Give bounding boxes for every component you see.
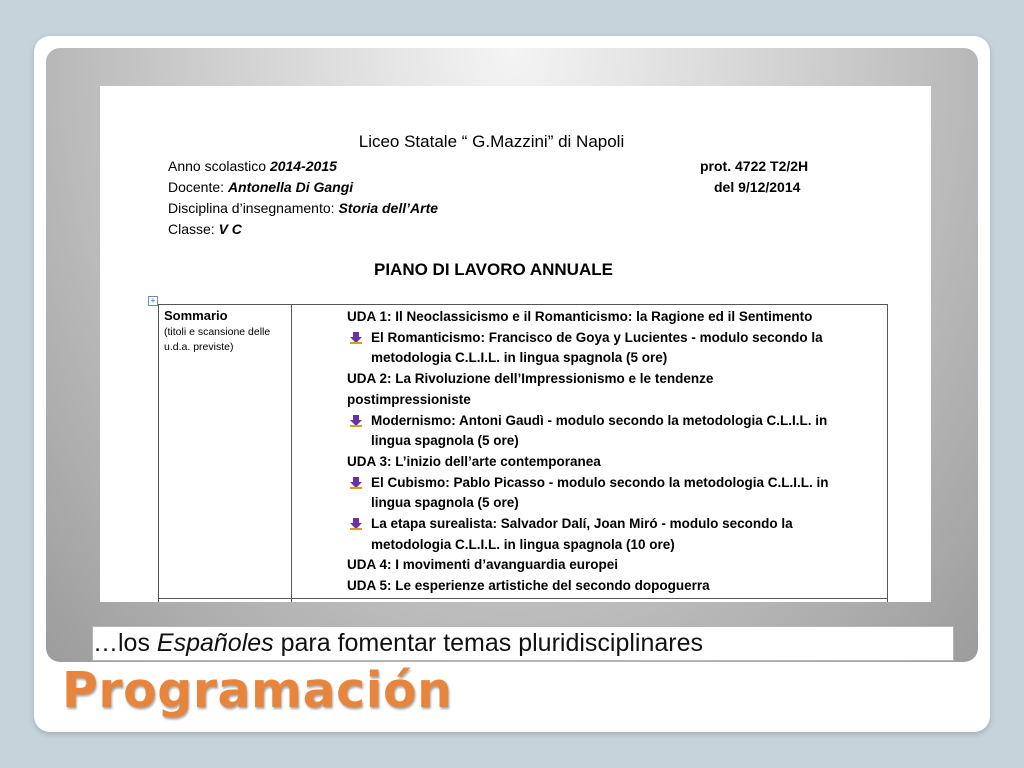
uda-3-bullet-1: El Cubismo: Pablo Picasso - modulo secondo la metodologia C.L.I.L. in xyxy=(347,473,877,494)
arrow-bullet-icon xyxy=(350,518,362,530)
summary-table xyxy=(158,304,888,602)
table-column-divider xyxy=(291,305,292,602)
slide-title: Programación xyxy=(62,662,453,719)
uda-4: UDA 4: I movimenti d’avanguardia europei xyxy=(347,557,619,573)
arrow-bullet-icon xyxy=(350,477,362,489)
plan-title: PIANO DI LAVORO ANNUALE xyxy=(374,260,613,279)
meta-class: Classe: V C xyxy=(168,221,242,237)
summary-heading: Sommario xyxy=(164,308,228,323)
school-title: Liceo Statale “ G.Mazzini” di Napoli xyxy=(358,132,625,151)
summary-cell xyxy=(164,307,288,355)
meta-teacher: Docente: Antonella Di Gangi xyxy=(168,179,354,195)
meta-year: Anno scolastico 2014-2015 xyxy=(168,158,337,174)
protocol-number: prot. 4722 T2/2H xyxy=(700,158,809,174)
caption-text: …los Españoles para fomentar temas pluridisciplinares xyxy=(93,629,704,657)
uda-1-bullet-1-cont: metodologia C.L.I.L. in lingua spagnola (5 ore) xyxy=(371,350,668,366)
arrow-bullet-icon xyxy=(350,415,362,427)
uda-1: UDA 1: Il Neoclassicismo e il Romanticismo: la Ragione ed il Sentimento xyxy=(347,309,813,324)
table-move-handle-icon[interactable]: + xyxy=(148,296,158,306)
uda-2-bullet-1: Modernismo: Antoni Gaudì - modulo secondo la metodologia C.L.I.L. in xyxy=(347,411,877,432)
caption-bar xyxy=(92,626,954,661)
table-bottom-border xyxy=(158,598,888,599)
uda-3-bullet-2: La etapa surealista: Salvador Dalí, Joan Miró - modulo secondo la xyxy=(347,514,877,535)
uda-3-bullet-1-cont: lingua spagnola (5 ore) xyxy=(371,495,519,511)
meta-discipline: Disciplina d’insegnamento: Storia dell’Arte xyxy=(168,200,439,216)
uda-2-bullet-1-cont: lingua spagnola (5 ore) xyxy=(371,433,519,449)
uda-2: UDA 2: La Rivoluzione dell’Impressionismo e le tendenze xyxy=(347,371,714,387)
protocol-date: del 9/12/2014 xyxy=(714,179,801,195)
uda-1-bullet-1: El Romanticismo: Francisco de Goya y Lucientes - modulo secondo la xyxy=(347,328,877,349)
uda-list-cell xyxy=(347,307,877,597)
document-scan xyxy=(100,86,931,602)
summary-subheading: (titoli e scansione delle u.d.a. previste) xyxy=(164,326,271,353)
uda-5: UDA 5: Le esperienze artistiche del secondo dopoguerra xyxy=(347,578,710,594)
arrow-bullet-icon xyxy=(350,332,362,344)
uda-3-bullet-2-cont: metodologia C.L.I.L. in lingua spagnola (10 ore) xyxy=(371,536,675,552)
uda-3: UDA 3: L’inizio dell’arte contemporanea xyxy=(347,453,601,469)
uda-2-cont: postimpressioniste xyxy=(347,391,471,407)
